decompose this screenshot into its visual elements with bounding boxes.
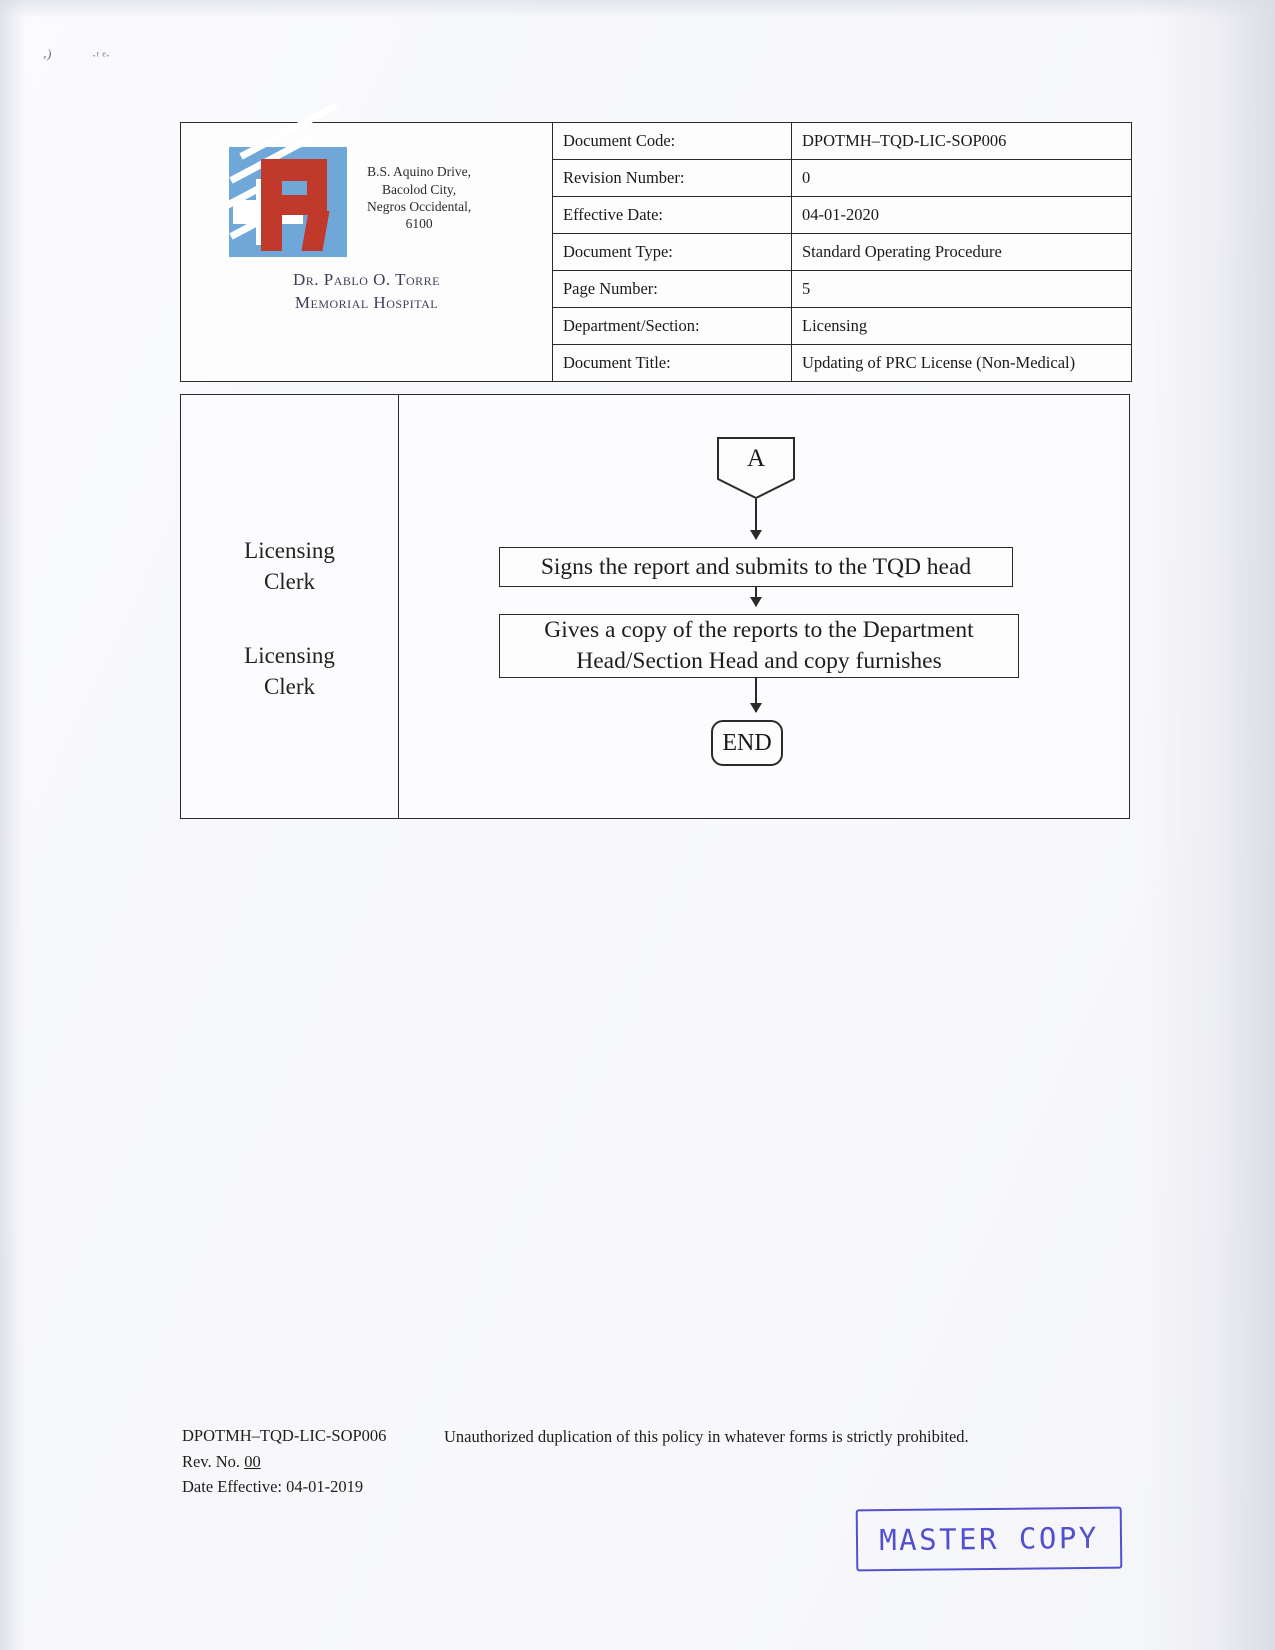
meta-label-page-number: Page Number: (553, 271, 792, 308)
role-label-2 (181, 640, 398, 702)
master-copy-stamp-text: MASTER COPY (879, 1520, 1099, 1558)
master-copy-stamp (856, 1507, 1123, 1572)
role-label-1 (181, 535, 398, 597)
process-step-1-text: Signs the report and submits to the TQD head (540, 553, 972, 580)
document-header (180, 122, 1132, 382)
arrow-step1-to-step2 (755, 587, 757, 606)
arrow-step2-to-end (755, 678, 757, 712)
process-step-1 (499, 547, 1013, 587)
table-row (553, 345, 1131, 382)
meta-value-page-number: 5 (792, 271, 1132, 308)
flowchart-diagram (399, 395, 1129, 818)
end-terminator-label: END (722, 729, 772, 756)
responsibility-column (181, 395, 399, 818)
hospital-address: B.S. Aquino Drive, Bacolod City, Negros Occidental, 6100 (367, 164, 472, 232)
scan-speck: ·ʳ ᵉ· (92, 48, 111, 63)
footer-revision-value: 00 (244, 1451, 261, 1471)
hospital-logo-icon (207, 133, 357, 263)
role-label-2-line2: Clerk (263, 674, 316, 700)
scan-edge-left (0, 0, 26, 1650)
footer-date-line (182, 1475, 1142, 1500)
meta-label-document-title: Document Title: (553, 345, 792, 382)
arrow-connector-to-step1 (755, 499, 757, 539)
meta-value-document-type: Standard Operating Procedure (792, 234, 1132, 271)
meta-label-document-code: Document Code: (553, 123, 792, 160)
footer-revision-line (182, 1450, 1142, 1475)
footer-doc-code: DPOTMH–TQD-LIC-SOP006 (182, 1426, 387, 1445)
footer-date-label: Date Effective: (182, 1476, 283, 1496)
meta-value-effective-date: 04-01-2020 (792, 197, 1132, 234)
role-label-2-line1: Licensing (244, 643, 335, 668)
table-row (553, 160, 1131, 197)
meta-label-revision-number: Revision Number: (553, 160, 792, 197)
connector-label: A (746, 445, 766, 472)
process-step-2 (499, 614, 1019, 678)
hospital-name-line2: Memorial Hospital (294, 292, 439, 312)
role-label-1-line1: Licensing (244, 538, 335, 563)
footer-notice: Unauthorized duplication of this policy in whatever forms is strictly prohibited. (444, 1427, 969, 1446)
hospital-name-line1: Dr. Pablo O. Torre (292, 270, 440, 289)
meta-value-document-code: DPOTMH–TQD-LIC-SOP006 (792, 123, 1132, 160)
meta-label-document-type: Document Type: (553, 234, 792, 271)
footer-top-row (182, 1424, 1142, 1450)
table-row (553, 234, 1131, 271)
scan-edge-top (0, 0, 1275, 18)
meta-value-document-title: Updating of PRC License (Non-Medical) (792, 345, 1132, 382)
role-label-1-line2: Clerk (263, 569, 316, 595)
footer-date-value: 04-01-2019 (286, 1476, 364, 1496)
meta-value-revision-number: 0 (792, 160, 1132, 197)
meta-label-department-section: Department/Section: (553, 308, 792, 345)
meta-label-effective-date: Effective Date: (553, 197, 792, 234)
hospital-identity-cell (181, 123, 553, 381)
scan-edge-right (1145, 0, 1275, 1650)
footer-revision-label: Rev. No. (182, 1451, 241, 1471)
meta-value-department-section: Licensing (792, 308, 1132, 345)
table-row (553, 308, 1131, 345)
process-step-2-line1: Gives a copy of the reports to the Department (544, 617, 974, 644)
connector-shape-a (717, 437, 795, 499)
table-row (553, 197, 1131, 234)
process-step-2-line2: Head/Section Head and copy furnishes (576, 648, 942, 674)
document-metadata-table (553, 123, 1131, 381)
end-terminator (711, 720, 783, 766)
table-row (553, 271, 1131, 308)
scan-speck: ,) (42, 45, 54, 62)
page-footer (182, 1424, 1142, 1499)
logo-and-address-row (189, 133, 544, 263)
hospital-name (293, 269, 440, 315)
table-row (553, 123, 1131, 160)
flowchart-container (180, 394, 1130, 819)
